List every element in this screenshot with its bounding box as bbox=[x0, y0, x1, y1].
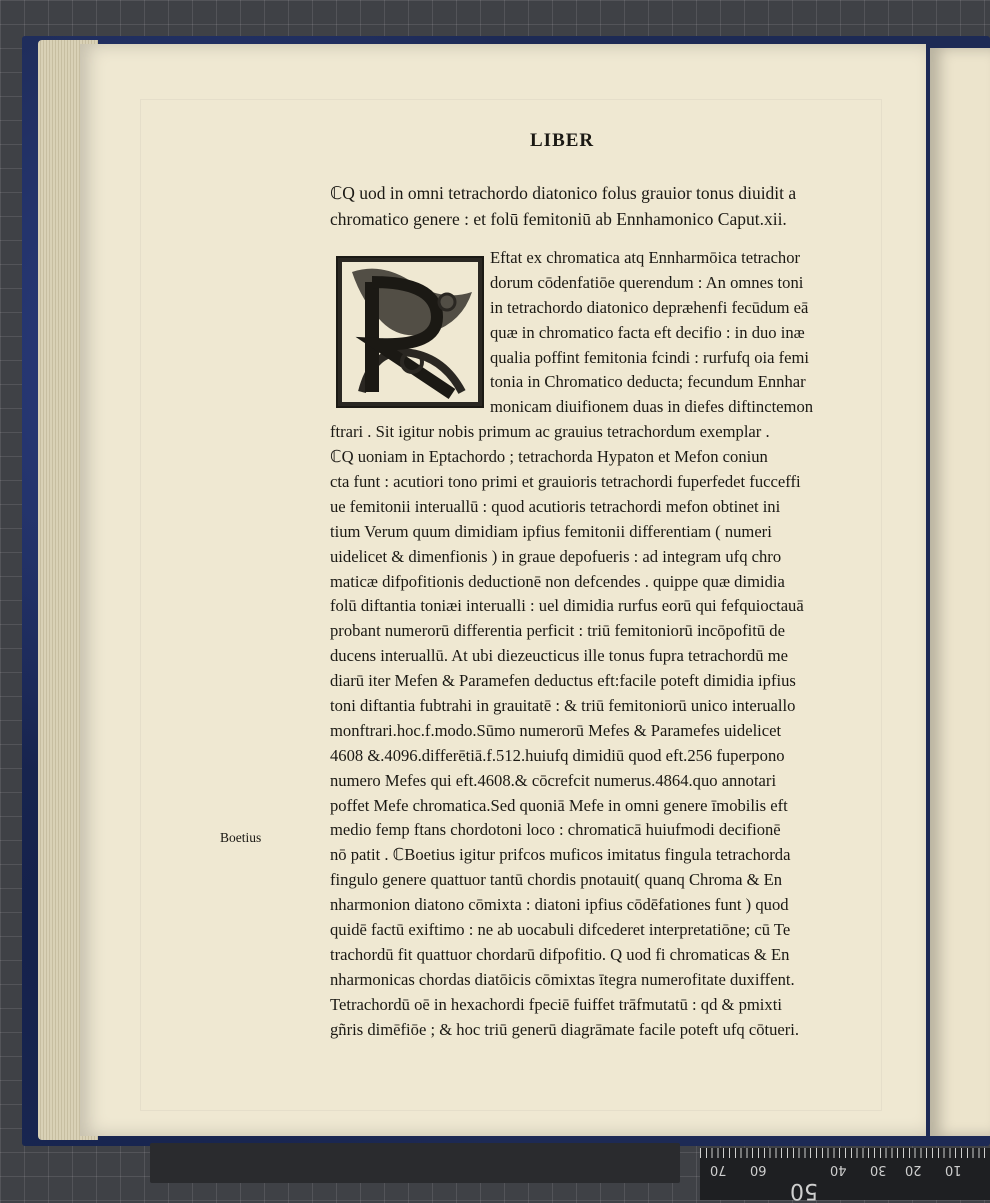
text-line: maticæ difpofitionis deductionē non defcendes . quippe quæ dimidia bbox=[330, 571, 785, 591]
text-line: Eftat ex chromatica atq Ennharmōica tetrachor bbox=[490, 248, 801, 267]
text-line: nharmonion diatono cōmixta : diatoni ipfius cōdēfationes funt ) quod bbox=[330, 895, 789, 915]
text-line: ftrari . Sit igitur nobis primum ac grauius tetrachordum exemplar . bbox=[330, 422, 770, 442]
text-line: in tetrachordo diatonico depræhenfi fecūdum eā bbox=[490, 297, 809, 317]
ruler-number: 10 bbox=[945, 1162, 962, 1177]
text-line: ℂQ uoniam in Eptachordo ; tetrachorda Hypaton et Mefon coniun bbox=[330, 447, 768, 467]
text-line: gñris dimēfiōe ; & hoc triū generū diagrāmate facile poteft ufq cōtueri. bbox=[330, 1019, 800, 1039]
text-line: tonia in Chromatico deducta; fecundum Ennhar bbox=[490, 372, 806, 392]
text-line: cta funt : acutiori tono primi et grauioris tetrachordi fuperfedet fucceffi bbox=[330, 472, 801, 492]
body-text bbox=[330, 246, 860, 1043]
ruler-number: 70 bbox=[710, 1162, 727, 1177]
text-line: nharmonicas chordas diatōicis cōmixtas ītegra numerofitate duxiffent. bbox=[330, 969, 795, 989]
text-line: fingulo genere quattuor tantū chordis pnotauit( quanq Chroma & En bbox=[330, 870, 783, 890]
text-line: tium Verum quum dimidiam ipfius femitonii differentiam ( numeri bbox=[330, 521, 772, 541]
ruler-ticks bbox=[700, 1148, 990, 1158]
ruler-number: 20 bbox=[905, 1162, 922, 1177]
text-line: quæ in chromatico facta eft decifio : in duo inæ bbox=[490, 322, 805, 342]
chapter-heading bbox=[330, 180, 860, 232]
text-line: quidē factū exiftimo : ne ab uocabuli difcederet interpretatiōne; cū Te bbox=[330, 920, 791, 940]
text-line: 4608 &.4096.differētiā.f.512.huiufq dimidiū quod eft.256 fuperpono bbox=[330, 745, 785, 765]
ruler-number: 40 bbox=[830, 1162, 847, 1177]
running-head: LIBER bbox=[530, 130, 595, 151]
text-line: numero Mefes qui eft.4608.& cōcrefcit numerus.4864.quo annotari bbox=[330, 770, 777, 790]
text-line: uidelicet & dimenfionis ) in graue depofueris : ad integram ufq chro bbox=[330, 546, 782, 566]
foam-support bbox=[150, 1143, 680, 1183]
text-line: toni diftantia fubtrahi in grauitatē : & triū femitoniorū unico interuallo bbox=[330, 696, 796, 716]
facing-page-edge bbox=[930, 48, 990, 1136]
ruler-big-label: 50 bbox=[790, 1178, 818, 1203]
ruler-number: 60 bbox=[750, 1162, 767, 1177]
chapter-heading-line: chromatico genere : et folū femitoniū ab Ennhamonico Caput.xii. bbox=[330, 209, 787, 229]
measurement-ruler bbox=[700, 1148, 990, 1203]
text-line: nō patit . ℂBoetius igitur prifcos muficos imitatus fingula tetrachorda bbox=[330, 845, 791, 865]
text-line: qualia poffint femitonia fcindi : rurfufq oia femi bbox=[490, 347, 810, 367]
text-line: ue femitonii interuallū : quod acutioris tetrachordi mefon obtinet ini bbox=[330, 496, 781, 516]
text-line: probant numerorū differentia perficit : triū femitoniorū incōpofitū de bbox=[330, 621, 785, 641]
text-line: ducens interuallū. At ubi diezeucticus ille tonus fupra tetrachordū me bbox=[330, 646, 789, 666]
ruler-number: 30 bbox=[870, 1162, 887, 1177]
chapter-heading-line: ℂQ uod in omni tetrachordo diatonico folus grauior tonus diuidit a bbox=[330, 183, 797, 203]
text-line: trachordū fit quattuor chordarū difpofitio. Q uod fi chromaticas & En bbox=[330, 944, 790, 964]
text-line: folū diftantia toniæi interualli : uel dimidia rurfus eorū qui fefquioctauā bbox=[330, 596, 804, 616]
margin-note: Boetius bbox=[220, 830, 262, 845]
text-line: Tetrachordū oē in hexachordi fpeciē fuiffet trāfmutatū : qd & pmixti bbox=[330, 994, 782, 1014]
text-line: monftrari.hoc.f.modo.Sūmo numerorū Mefes & Paramefes uidelicet bbox=[330, 720, 782, 740]
text-line: diarū iter Mefen & Paramefen deductus eft:facile poteft dimidia ipfius bbox=[330, 671, 796, 691]
text-line: dorum cōdenfatiōe querendum : An omnes toni bbox=[490, 272, 804, 292]
text-line: medio femp ftans chordotoni loco : chromaticā huiufmodi decifionē bbox=[330, 820, 781, 840]
text-line: monicam diuifionem duas in diefes diftinctemon bbox=[490, 397, 814, 417]
text-line: poffet Mefe chromatica.Sed quoniā Mefe in omni genere īmobilis eft bbox=[330, 795, 788, 815]
